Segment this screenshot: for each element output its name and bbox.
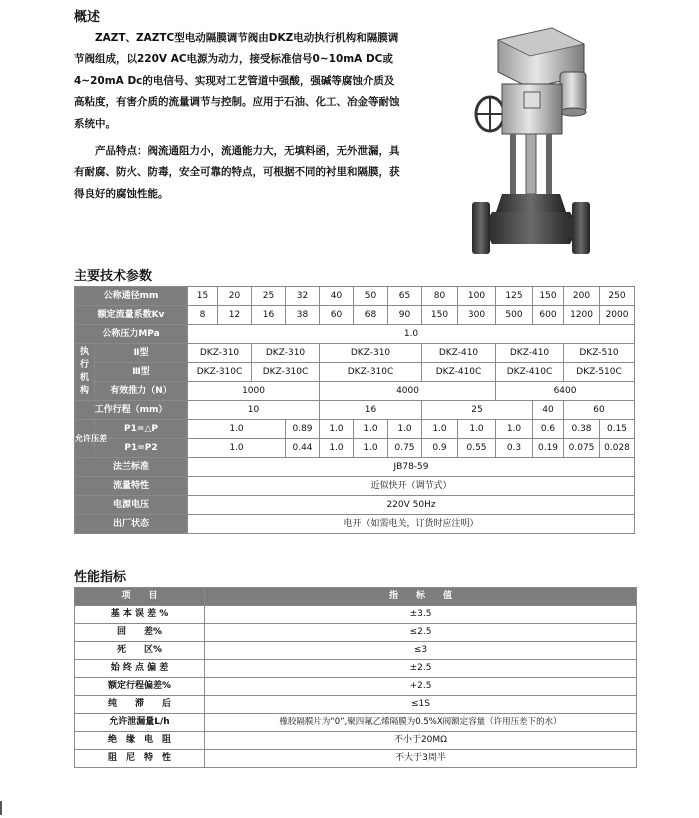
perf-value: ±3.5 xyxy=(205,606,637,624)
type3-cell: DKZ-410C xyxy=(422,363,496,382)
perf-item: 额定行程偏差% xyxy=(75,678,205,696)
type3-cell: DKZ-510C xyxy=(564,363,635,382)
kv-cell: 8 xyxy=(188,306,218,325)
label-dp2: P1=P2 xyxy=(95,439,188,458)
page-edge-mark xyxy=(0,801,2,815)
label-flow: 流量特性 xyxy=(75,477,188,496)
row-type2 xyxy=(75,344,635,363)
label-nominal-diameter: 公称通径mm xyxy=(75,287,188,306)
perf-value: ±2.5 xyxy=(205,660,637,678)
kv-cell: 500 xyxy=(496,306,533,325)
dn-cell: 200 xyxy=(564,287,600,306)
perf-value: ≤2.5 xyxy=(205,624,637,642)
table-row xyxy=(75,678,637,696)
type2-cell: DKZ-310 xyxy=(252,344,320,363)
spec-table xyxy=(74,286,635,534)
intro-paragraph-1: ZAZT、ZAZTC型电动隔膜调节阀由DKZ电动执行机构和隔膜调节阀组成，以220V AC电源为动力，接受标准信号0~10mA DC或4~20mA Dc的电信号、实现对工艺管道中强酸，强碱等腐蚀介质及高粘度，有害介质的流量调节与控制。应用于石油、化工、冶金等耐蚀系统中。 xyxy=(74,32,400,130)
dp2-cell: 1.0 xyxy=(354,439,388,458)
perf-value: 不大于3周半 xyxy=(205,750,637,768)
thrust-cell: 4000 xyxy=(320,382,496,401)
type2-cell: DKZ-510 xyxy=(564,344,635,363)
perf-item: 允许泄漏量L/h xyxy=(75,714,205,732)
dp2-cell: 0.3 xyxy=(496,439,533,458)
dn-cell: 250 xyxy=(600,287,635,306)
table-row xyxy=(75,732,637,750)
dp1-cell: 0.6 xyxy=(533,420,564,439)
dn-cell: 50 xyxy=(354,287,388,306)
table-row xyxy=(75,606,637,624)
row-type3 xyxy=(75,363,635,382)
kv-cell: 600 xyxy=(533,306,564,325)
label-actuator: 执行机构 xyxy=(75,344,95,401)
perf-header-row xyxy=(75,588,637,606)
dn-cell: 25 xyxy=(252,287,286,306)
perf-value: ≤1S xyxy=(205,696,637,714)
dp1-cell: 0.38 xyxy=(564,420,600,439)
row-power xyxy=(75,496,635,515)
type3-cell: DKZ-310C xyxy=(188,363,252,382)
flow-value: 近似快开（调节式） xyxy=(188,477,635,496)
dn-cell: 65 xyxy=(388,287,422,306)
type2-cell: DKZ-410 xyxy=(496,344,564,363)
perf-title: 性能指标 xyxy=(74,570,127,585)
perf-value: 橡胶隔膜片为“0”,聚四氟乙烯隔膜为0.5%X阀额定容量（许用压差下的水） xyxy=(205,714,637,732)
perf-item: 回 差% xyxy=(75,624,205,642)
label-type3: Ⅲ型 xyxy=(95,363,188,382)
table-row xyxy=(75,750,637,768)
label-nominal-pressure: 公称压力MPa xyxy=(75,325,188,344)
dp1-cell: 1.0 xyxy=(188,420,286,439)
stroke-cell: 25 xyxy=(422,401,533,420)
stroke-cell: 16 xyxy=(320,401,422,420)
perf-col-item: 项 目 xyxy=(75,588,205,606)
row-kv xyxy=(75,306,635,325)
dn-cell: 15 xyxy=(188,287,218,306)
dn-cell: 150 xyxy=(533,287,564,306)
label-stroke: 工作行程（mm） xyxy=(75,401,188,420)
dn-cell: 32 xyxy=(286,287,320,306)
type3-cell: DKZ-410C xyxy=(496,363,564,382)
perf-value: 不小于20MΩ xyxy=(205,732,637,750)
perf-col-value: 指 标 值 xyxy=(205,588,637,606)
row-dp2 xyxy=(75,439,635,458)
kv-cell: 12 xyxy=(218,306,252,325)
dp1-cell: 0.15 xyxy=(600,420,635,439)
state-value: 电开（如需电关，订货时应注明） xyxy=(188,515,635,534)
pn-value: 1.0 xyxy=(188,325,635,344)
dp2-cell: 0.44 xyxy=(286,439,320,458)
kv-cell: 300 xyxy=(458,306,496,325)
label-flange: 法兰标准 xyxy=(75,458,188,477)
type2-cell: DKZ-410 xyxy=(422,344,496,363)
perf-item: 始 终 点 偏 差 xyxy=(75,660,205,678)
label-kv: 额定流量系数Kv xyxy=(75,306,188,325)
type2-cell: DKZ-310 xyxy=(320,344,422,363)
dp2-cell: 0.9 xyxy=(422,439,458,458)
label-type2: Ⅱ型 xyxy=(95,344,188,363)
table-row xyxy=(75,696,637,714)
dp1-cell: 1.0 xyxy=(388,420,422,439)
kv-cell: 38 xyxy=(286,306,320,325)
dn-cell: 80 xyxy=(422,287,458,306)
kv-cell: 1200 xyxy=(564,306,600,325)
dp1-cell: 1.0 xyxy=(496,420,533,439)
perf-item: 死 区% xyxy=(75,642,205,660)
type2-cell: DKZ-310 xyxy=(188,344,252,363)
overview-title: 概述 xyxy=(74,10,101,25)
dp2-cell: 0.075 xyxy=(564,439,600,458)
perf-item: 基 本 误 差 % xyxy=(75,606,205,624)
dp2-cell: 1.0 xyxy=(188,439,286,458)
table-row xyxy=(75,660,637,678)
dp2-cell: 0.19 xyxy=(533,439,564,458)
specs-title: 主要技术参数 xyxy=(74,269,153,284)
dn-cell: 100 xyxy=(458,287,496,306)
perf-value: +2.5 xyxy=(205,678,637,696)
table-row xyxy=(75,624,637,642)
kv-cell: 16 xyxy=(252,306,286,325)
row-nominal-pressure xyxy=(75,325,635,344)
kv-cell: 150 xyxy=(422,306,458,325)
row-nominal-diameter xyxy=(75,287,635,306)
thrust-cell: 6400 xyxy=(496,382,635,401)
row-state xyxy=(75,515,635,534)
intro-paragraph-2: 产品特点：阀流通阻力小，流通能力大，无填料函，无外泄漏，具有耐腐、防火、防毒，安全可靠的特点，可根据不同的衬里和隔膜，获得良好的腐蚀性能。 xyxy=(74,145,400,200)
row-stroke xyxy=(75,401,635,420)
dp1-cell: 0.89 xyxy=(286,420,320,439)
stroke-cell: 10 xyxy=(188,401,320,420)
kv-cell: 68 xyxy=(354,306,388,325)
label-allowed-dp xyxy=(75,420,107,458)
dp1-cell: 1.0 xyxy=(422,420,458,439)
dn-cell: 40 xyxy=(320,287,354,306)
power-value: 220V 50Hz xyxy=(188,496,635,515)
dp1-cell: 1.0 xyxy=(458,420,496,439)
row-flow xyxy=(75,477,635,496)
table-row xyxy=(75,714,637,732)
flange-value: JB78-59 xyxy=(188,458,635,477)
dp2-cell: 1.0 xyxy=(320,439,354,458)
valve-photo-icon xyxy=(462,22,612,267)
label-thrust: 有效推力（N） xyxy=(95,382,188,401)
perf-item: 绝 缘 电 阻 xyxy=(75,732,205,750)
kv-cell: 60 xyxy=(320,306,354,325)
row-flange xyxy=(75,458,635,477)
row-dp1 xyxy=(75,420,635,439)
dp1-cell: 1.0 xyxy=(354,420,388,439)
label-power: 电源电压 xyxy=(75,496,188,515)
row-thrust xyxy=(75,382,635,401)
allowed-dp-label-text: 允许压差 xyxy=(75,433,107,443)
dp2-cell: 0.028 xyxy=(600,439,635,458)
perf-item: 纯 滞 后 xyxy=(75,696,205,714)
dn-cell: 20 xyxy=(218,287,252,306)
intro-text xyxy=(74,28,404,205)
thrust-cell: 1000 xyxy=(188,382,320,401)
perf-value: ≤3 xyxy=(205,642,637,660)
type3-cell: DKZ-310C xyxy=(320,363,422,382)
dp2-cell: 0.55 xyxy=(458,439,496,458)
dp2-cell: 0.75 xyxy=(388,439,422,458)
type3-cell: DKZ-310C xyxy=(252,363,320,382)
kv-cell: 90 xyxy=(388,306,422,325)
dn-cell: 125 xyxy=(496,287,533,306)
label-state: 出厂状态 xyxy=(75,515,188,534)
stroke-cell: 40 xyxy=(533,401,564,420)
stroke-cell: 60 xyxy=(564,401,635,420)
perf-item: 阻 尼 特 性 xyxy=(75,750,205,768)
perf-table xyxy=(74,587,637,768)
table-row xyxy=(75,642,637,660)
kv-cell: 2000 xyxy=(600,306,635,325)
dp1-cell: 1.0 xyxy=(320,420,354,439)
label-dp1: P1=△P xyxy=(95,420,188,439)
